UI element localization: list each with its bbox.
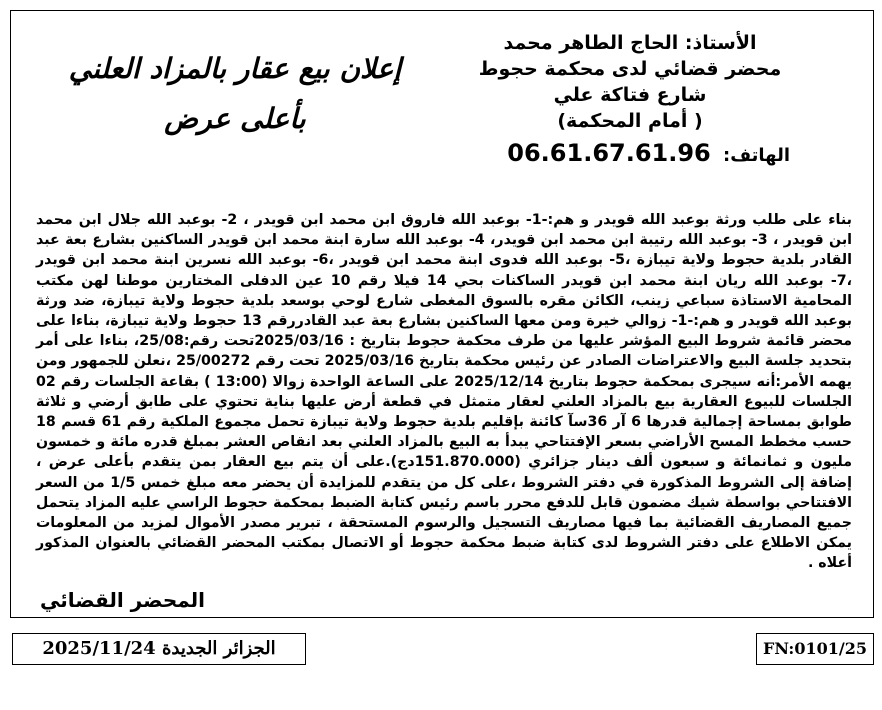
bailiff-name: الأستاذ: الحاج الطاهر محمد (503, 32, 757, 54)
announcement-title (30, 44, 440, 144)
phone-label: الهاتف: (723, 145, 790, 166)
bailiff-title: محضر قضائي لدى محكمة حجوط (478, 58, 782, 80)
bailiff-phone (470, 138, 790, 171)
title-line-1: إعلان بيع عقار بالمزاد العلني (68, 52, 402, 85)
phone-number: 06.61.67.61.96 (507, 139, 711, 167)
bailiff-street: شارع فتاكة علي (553, 84, 707, 106)
bailiff-location: ( أمام المحكمة) (557, 110, 703, 132)
newspaper-name: الجزائر الجديدة (161, 638, 276, 659)
title-line-2: بأعلى عرض (164, 102, 306, 135)
signature: المحضر القضائي (40, 588, 206, 612)
bailiff-info (470, 30, 790, 171)
fn-reference: FN:0101/25 (756, 633, 874, 665)
newspaper-box (12, 633, 306, 665)
announcement-body: بناء على طلب ورثة بوعبد الله قويدر و هم:-1- بوعبد الله فاروق ابن محمد ابن قويدر ، 2- بوعبد الله جلال ابن محمد ابن قويدر ، 3- بوعبد الله رتيبة ابن محمد ابن قويدر، 4- بوعبد الله سارة ابنة محمد ابن قويدر الساكنين بشارع بعة عبد القادر بلدية حجوط ولاية تيبازة ،5- بوعبد الله فدوى ابنة محمد ابن قويدر ،6- بوعبد الله نسرين ابنة محمد ابن قويدر ،7- بوعبد الله ريان ابنة محمد ابن قويدر الساكنات بحي 14 فيلا رقم 10 عين الدفلى المختارين موطنا لهن مكتب المحامية الاستاذة سباعي زينب، الكائن مقره بالسوق المغطى شارع لوحي بوسعد بلدية حجوط ولاية تيبازة، ضد ورثة بوعبد الله قويدر و هم:-1- زوالي خيرة ومن معها الساكنين بشارع بعة عبد القادررقم 13 حجوط ولاية تيبازة، بناءا على محضر قائمة شروط البيع المؤشر عليها من طرف محكمة حجوط بتاريخ : 2025/03/16تحت رقم:25/08، بناءا على أمر بتحديد جلسة البيع والاعتراضات الصادر عن رئيس محكمة بتاريخ 2025/03/16 تحت رقم 25/00272 ،نعلن للجمهور ومن يهمه الأمر:أنه سيجرى بمحكمة حجوط بتاريخ 2025/12/14 على الساعة الواحدة زوالا (13:00 ) بقاعة الجلسات رقم 02 الجلسات للبيوع العقارية بيع بالمزاد العلني لعقار متمثل في قطعة أرض عليها بناية تحتوي على طابق أرضي و ثلاثة طوابق بمساحة إجمالية قدرها 6 آر 36سآ كائنة بإقليم بلدية حجوط ولاية تيبازة تحمل مجموع الملكية رقم 61 قسم 18 حسب مخطط المسح الأراضي بسعر الإفتتاحي يبدأ به البيع بالمزاد العلني بعد انقاص العشر بمبلغ قدره مائة و خمسون مليون و ثمانمائة و سبعون ألف دينار جزائري (151.870.000دج).على أن يتم بيع العقار بمن يتقدم بأعلى عرض ، إضافة إلى الشروط المذكورة في دفتر الشروط ،على كل من يتقدم للمزايدة أن يحضر معه مبلغ خمس 1/5 من السعر الافتتاحي بواسطة شيك مضمون قابل للدفع محرر باسم رئيس كتابة الضبط بمحكمة حجوط الراسي عليه المزاد يتحمل جميع المصاريف القضائية بما فيها مصاريف التسجيل والرسوم المستحقة ، تبرير مصدر الأموال لمزيد من المعلومات يمكن الاطلاع على دفتر الشروط لدى كتابة ضبط محكمة حجوط أو الاتصال بمكتب المحضر القضائي بالعنوان المذكور أعلاه . (36, 212, 853, 572)
publication-date: 2025/11/24 (42, 638, 156, 659)
